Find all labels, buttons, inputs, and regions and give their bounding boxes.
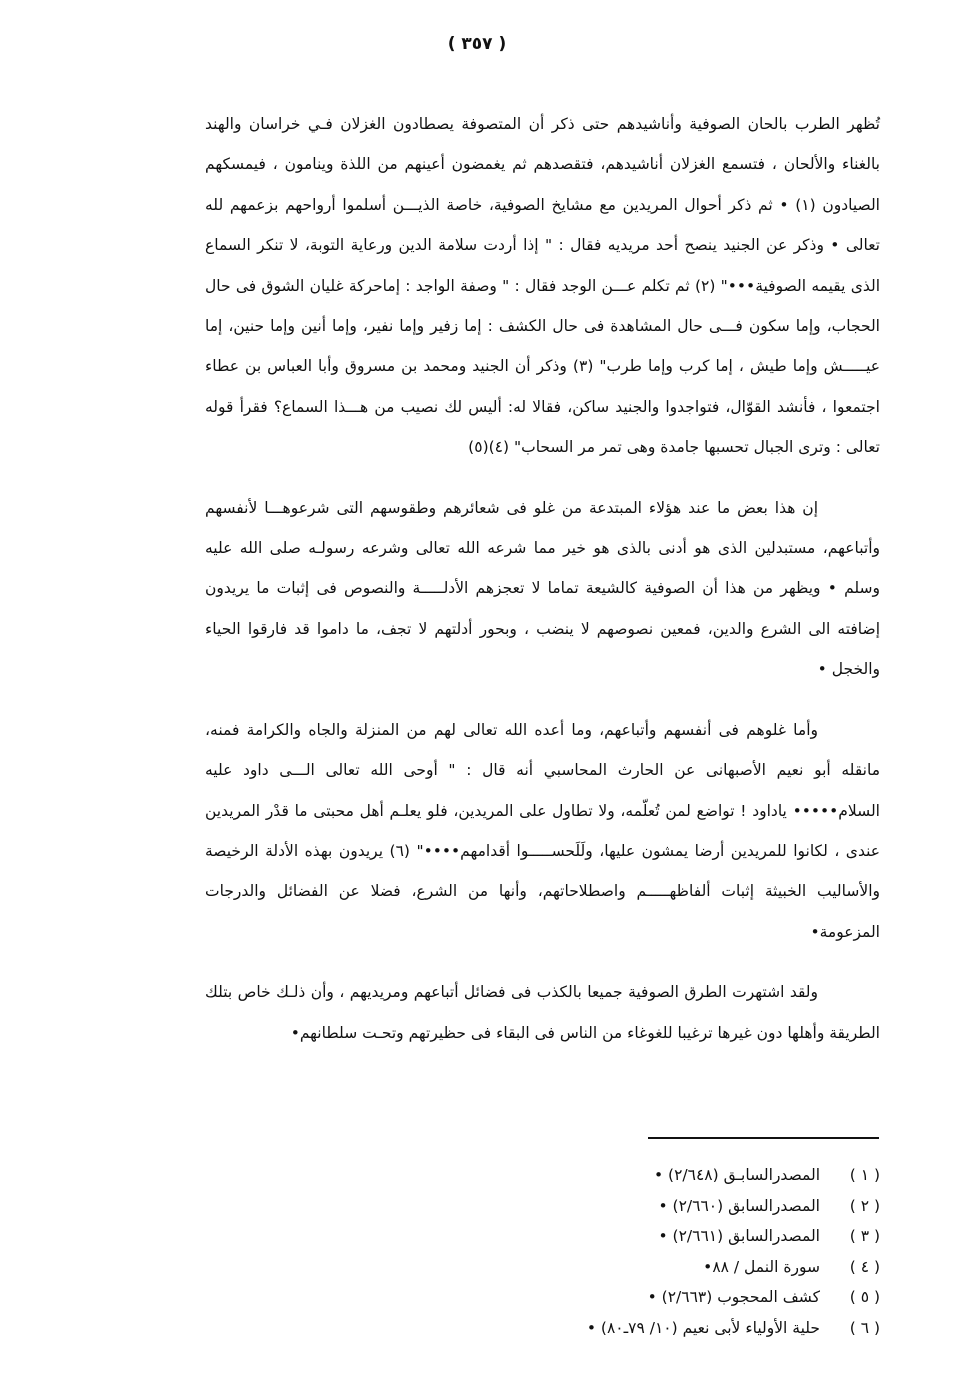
footnote-item [380,1160,880,1191]
footnote-item [380,1191,880,1222]
footnote-marker: ( ١ ) [849,1166,880,1184]
footnote-marker: ( ٤ ) [849,1257,880,1276]
footnote-text: المصدرالسابق (٢/٦٦٠) • [658,1196,820,1215]
footnote-marker: ( ٢ ) [849,1196,880,1215]
footnote-item [380,1282,880,1313]
paragraph-1: تُظهر الطرب بالحان الصوفية وأناشيدهم حتى ذكر أن المتصوفة يصطادون الغزلان فـي خراسان والهند بالغناء والألحان ، فتسمع الغزلان أناشيدهم، فتقصدهم ثم يغمضون أعينهم من اللذة وينامون ، فيمسكهم الصيادون (١) • ثم ذكر أحوال المريدين مع مشايخ الصوفية، خاصة الذيـــن أسلموا أرواحهم بزعمهم لله تعالى • وذكر عن الجنيد ينصح أحد مريديه فقال : " إذا أردت سلامة الدين ورعاية التوبة، لا تنكر السماع الذى يقيمه الصوفية•••" (٢) ثم تكلم عـــن الوجد فقال : " وصفة الواجد : إماحركة غليان الشوق فى حال الحجاب، وإما سكون فـــى حال المشاهدة فى حال الكشف : إما زفير وإما نفير، وإما أنين وإما حنين، إما عيـــــش وإما طيش ، إما كرب وإما طرب" (٣) وذكر أن الجنيد ومحمد بن مسروق وأبا العباس بن عطاء اجتمعوا ، فأنشد القوّال، فتواجدوا والجنيد ساكن، فقالا له: أليس لك نصيب من هـــذا السماع؟ فقرأ قوله تعالى : وترى الجبال تحسبها جامدة وهى تمر مر السحاب" (٤)(٥) [205,115,880,457]
footnotes-list [380,1160,880,1344]
footnote-text: حلية الأولياء لأبى نعيم (١٠/ ٧٩ـ٨٠) • [586,1318,820,1337]
footnote-marker: ( ٥ ) [849,1288,880,1307]
footnote-marker: ( ٣ ) [849,1227,880,1246]
page-number: ( ٣٥٧ ) [447,34,507,54]
paragraph-3: وأما غلوهم فى أنفسهم وأتباعهم، وما أعده الله تعالى لهم من المنزلة والجاه والكرامة فمنه، مانقله أبو نعيم الأصبهانى عن الحارث المحاسبي أنه قال : " أوحى الله تعالى الـــى داود عليه السلام••••• ياداود ! تواضع لمن تُعلّمه، ولا تطاول على المريدين، فلو يعلـم أهل محبتى ما قدْر المريدين عندى ، لكانوا للمريدين أرضا يمشون عليها، ولَلَحســـــوا أقدامهم••••" (٦) يريدون بهذه الأدلة الرخيصة والأساليب الخبيثة إثبات ألفاظهـــــم واصطلاحاتهم، وأنها من الشرع، فضلا عن الفضائل والدرجات المزعومة• [205,720,881,941]
paragraph-4: ولقد اشتهرت الطرق الصوفية جميعا بالكذب فى فضائل أتباعهم ومريديهم ، وأن ذلـك خاص بتلك الطريقة وأهلها دون غيرها ترغيبا للغوغاء من الناس فى البقاء فى حظيرتهم وتحـت سلطانهم• [205,983,880,1042]
footnote-item [380,1221,880,1252]
paragraph-2: إن هذا بعض ما عند هؤلاء المبتدعة من غلو فى شعائرهم وطقوسهم التى شرعوهـــا لأنفسهم وأتباعهم، مستبدلين الذى هو أدنى بالذى هو خير مما شرعه الله تعالى وشرعه رسولـه صلى الله عليه وسلم • ويظهر من هذا أن الصوفية كالشيعة تماما لا تعجزهم الأدلـــــة والنصوص فى إثبات ما يريدون إضافته الى الشرع والدين، فمعين نصوصهم لا ينضب ، وبحور أدلتهم لا تجف، ما داموا قد فارقوا الحياء والخجل • [205,498,880,679]
footnote-text: كشف المحجوب (٢/٦٦٣) • [647,1288,820,1307]
footnote-text: المصدرالسابق (٢/٦٦١) • [658,1227,820,1246]
footnote-divider [648,1137,879,1139]
footnote-text: المصدرالسابـق (٢/٦٤٨) • [653,1166,820,1184]
main-text [205,104,880,1053]
footnote-marker: ( ٦ ) [849,1318,880,1337]
footnote-text: سورة النمل / ٨٨• [703,1257,820,1276]
footnote-item [380,1252,880,1283]
footnote-item [380,1313,880,1344]
